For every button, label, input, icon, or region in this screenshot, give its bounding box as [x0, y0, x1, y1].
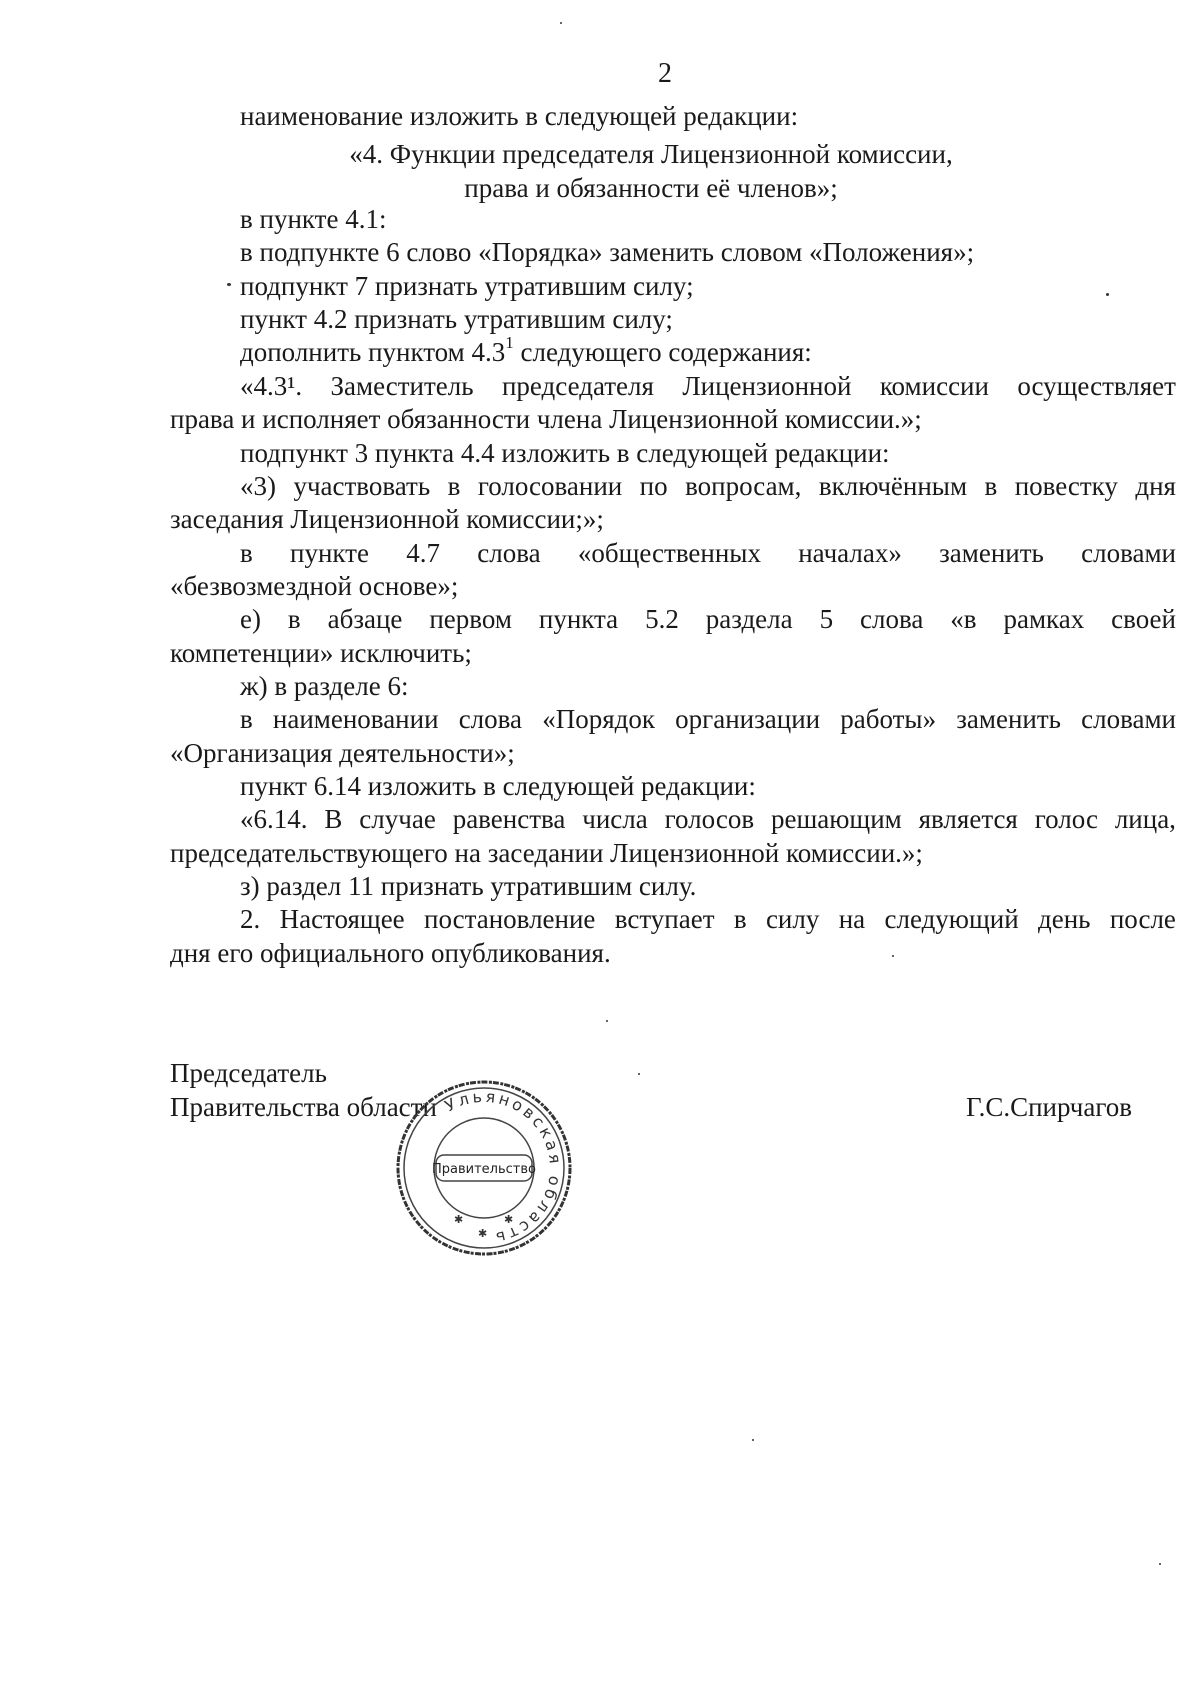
- word: в: [287, 604, 301, 634]
- word: словами: [1081, 538, 1176, 568]
- word: первом: [429, 604, 512, 634]
- justified-line: [240, 703, 1176, 735]
- word: Настоящее: [279, 904, 405, 934]
- signatory-title-line-1: Председатель: [170, 1058, 327, 1088]
- text-span: следующего содержания:: [513, 337, 812, 367]
- word: в: [240, 704, 253, 734]
- justified-line: [240, 370, 1176, 402]
- word: комиссии: [879, 371, 989, 401]
- signatory-name: Г.С.Спирчагов: [966, 1092, 1133, 1122]
- word: числа: [582, 804, 648, 834]
- word: своей: [1111, 604, 1176, 634]
- word: силу: [765, 904, 820, 934]
- scan-speck: [1159, 1563, 1161, 1565]
- word: организации: [675, 704, 821, 734]
- word: пункта: [538, 604, 619, 634]
- word: голосов: [664, 804, 755, 834]
- word: после: [1109, 904, 1176, 934]
- word: постановление: [424, 904, 596, 934]
- word: словами: [1081, 704, 1176, 734]
- word: Заместитель: [330, 371, 474, 401]
- word: в: [447, 471, 461, 501]
- word: равенства: [452, 804, 566, 834]
- word: слова: [477, 538, 541, 568]
- section-heading-line-1: «4. Функции председателя Лицензионной комиссии,: [349, 139, 953, 169]
- scan-speck: [1106, 293, 1109, 296]
- text-line: подпункт 3 пункта 4.4 изложить в следующей редакции:: [240, 438, 890, 468]
- word: заменить: [956, 704, 1061, 734]
- official-seal: [392, 1076, 576, 1260]
- word: 5.2: [645, 604, 679, 634]
- seal-center-text: Правительство: [432, 1162, 536, 1177]
- text-line: пункт 6.14 изложить в следующей редакции:: [240, 771, 756, 801]
- text-span: дополнить пунктом 4.3: [240, 337, 506, 367]
- text-line: председательствующего на заседании Лицензионной комиссии.»;: [170, 838, 923, 868]
- text-line: пункт 4.2 признать утратившим силу;: [240, 304, 673, 334]
- word: случае: [359, 804, 436, 834]
- superscript: 1: [505, 333, 514, 352]
- word: слова: [860, 604, 924, 634]
- word: по: [639, 471, 668, 501]
- word: председателя: [501, 371, 654, 401]
- word: «Порядок: [542, 704, 655, 734]
- word: лица,: [1114, 804, 1176, 834]
- scan-speck: [606, 1020, 608, 1022]
- word: участвовать: [293, 471, 431, 501]
- word: в: [984, 471, 998, 501]
- text-line: в подпункте 6 слово «Порядка» заменить словом «Положения»;: [240, 237, 975, 267]
- scan-speck: [638, 1073, 640, 1075]
- word: 4.7: [406, 538, 440, 568]
- scan-speck: [892, 955, 894, 957]
- word: работы»: [840, 704, 937, 734]
- text-line: дня его официального опубликования.: [170, 938, 611, 968]
- word: 2.: [240, 904, 261, 934]
- word: голос: [1034, 804, 1098, 834]
- text-line: заседания Лицензионной комиссии;»;: [170, 504, 604, 534]
- text-line: «безвозмездной основе»;: [170, 571, 459, 601]
- word: «общественных: [577, 538, 761, 568]
- scan-speck: [560, 22, 562, 24]
- word: на: [838, 904, 866, 934]
- scan-speck: [227, 283, 231, 286]
- word: вступает: [614, 904, 715, 934]
- justified-line: [240, 537, 1176, 569]
- word: В: [324, 804, 343, 834]
- seal-star-left: ✱: [454, 1213, 464, 1226]
- text-line: [240, 333, 812, 368]
- word: решающим: [770, 804, 902, 834]
- seal-ring-text-path: Ульяновская область: [441, 1086, 566, 1249]
- word: заменить: [939, 538, 1044, 568]
- word: дня: [1135, 471, 1176, 501]
- word: в: [240, 538, 253, 568]
- text-line: з) раздел 11 признать утратившим силу.: [240, 871, 697, 901]
- word: в: [733, 904, 747, 934]
- page-number: 2: [658, 58, 672, 89]
- seal-star-bottom: ✱: [478, 1227, 488, 1240]
- justified-line: [240, 470, 1176, 502]
- word: «3): [240, 471, 276, 501]
- text-line: наименование изложить в следующей редакции:: [240, 101, 799, 131]
- word: осуществляет: [1017, 371, 1176, 401]
- word: е): [240, 604, 261, 634]
- justified-line: [240, 903, 1176, 935]
- scan-speck: [752, 1439, 754, 1441]
- word: включённым: [818, 471, 968, 501]
- word: началах»: [798, 538, 902, 568]
- word: Лицензионной: [682, 371, 852, 401]
- text-line: подпункт 7 признать утратившим силу;: [240, 271, 694, 301]
- justified-line: [240, 803, 1176, 835]
- word: рамках: [1003, 604, 1085, 634]
- text-line: «Организация деятельности»;: [170, 738, 515, 768]
- justified-line: [240, 603, 1176, 635]
- word: является: [918, 804, 1018, 834]
- word: день: [1038, 904, 1091, 934]
- word: раздела: [705, 604, 793, 634]
- word: голосовании: [477, 471, 623, 501]
- word: следующий: [884, 904, 1019, 934]
- word: повестку: [1014, 471, 1118, 501]
- word: слова: [458, 704, 523, 734]
- signatory-title-line-2: Правительства области: [170, 1092, 437, 1122]
- text-line: в пункте 4.1:: [240, 204, 387, 234]
- word: вопросам,: [685, 471, 802, 501]
- word: абзаце: [327, 604, 403, 634]
- text-line: права и исполняет обязанности члена Лицензионной комиссии.»;: [170, 404, 922, 434]
- word: «4.3¹.: [240, 371, 303, 401]
- word: наименовании: [272, 704, 439, 734]
- text-line: компетенции» исключить;: [170, 638, 472, 668]
- seal-star-right: ✱: [504, 1213, 514, 1226]
- text-line: ж) в разделе 6:: [240, 671, 409, 701]
- word: 5: [819, 604, 834, 634]
- word: «в: [950, 604, 977, 634]
- word: пункте: [290, 538, 369, 568]
- section-heading-line-2: права и обязанности её членов»;: [464, 173, 838, 203]
- word: «6.14.: [240, 804, 308, 834]
